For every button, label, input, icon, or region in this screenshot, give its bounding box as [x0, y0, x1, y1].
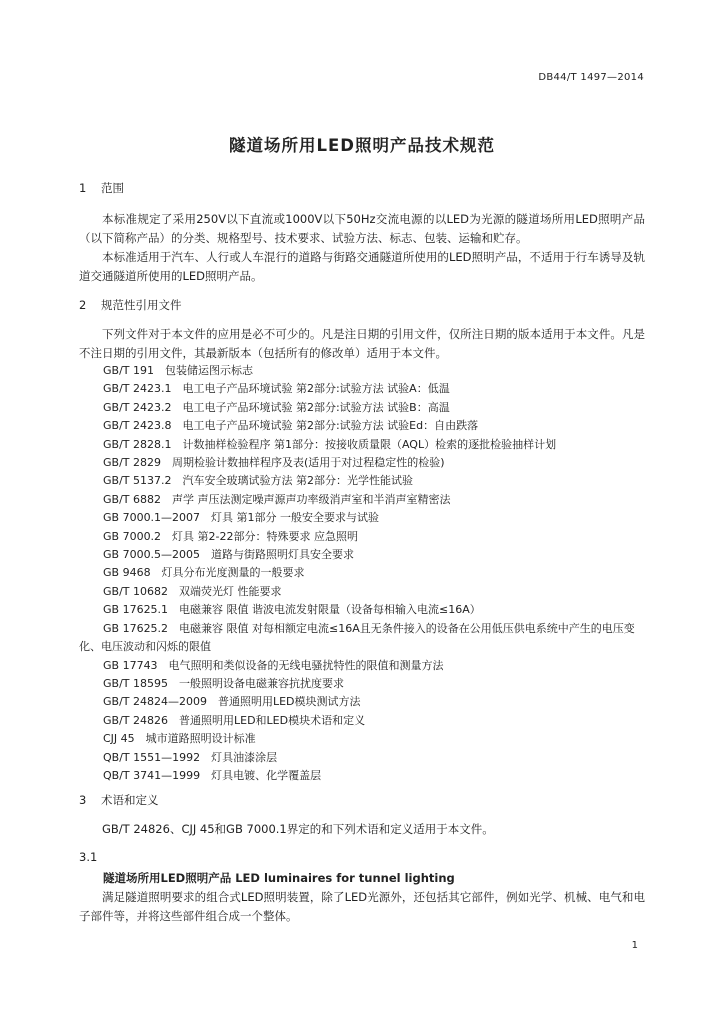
section-1-heading: [79, 180, 124, 196]
reference-item: [79, 472, 645, 490]
reference-text: GB/T 2828.1 计数抽样检验程序 第1部分：按接收质量限（AQL）检索的逐批检验抽样计划: [103, 437, 557, 451]
reference-text: GB 7000.1—2007 灯具 第1部分 一般安全要求与试验: [103, 511, 380, 525]
reference-text: GB 7000.5—2005 道路与街路照明灯具安全要求: [103, 548, 355, 562]
reference-item: [79, 436, 645, 454]
reference-text: GB/T 6882 声学 声压法测定噪声源声功率级消声室和半消声室精密法: [103, 492, 451, 506]
section-2-heading: [79, 297, 182, 313]
page-number: 1: [631, 940, 638, 951]
reference-item: [79, 583, 645, 601]
reference-item: [79, 767, 645, 785]
reference-item: [79, 399, 645, 417]
standard-code: DB44/T 1497—2014: [538, 72, 644, 83]
reference-item: [79, 657, 645, 675]
term-number: 3.1: [79, 850, 98, 864]
scope-paragraph-1: 本标准规定了采用250V以下直流或1000V以下50Hz交流电源的以LED为光源的隧道场所用LED照明产品（以下简称产品）的分类、规格型号、技术要求、试验方法、标志、包装、运输和贮存。: [79, 212, 645, 245]
reference-item: [79, 564, 645, 582]
reference-text: GB 7000.2 灯具 第2-22部分：特殊要求 应急照明: [103, 529, 359, 543]
scope-paragraph-2: 本标准适用于汽车、人行或人车混行的道路与街路交通隧道所使用的LED照明产品，不适用于行车诱导及轨道交通隧道所使用的LED照明产品。: [79, 250, 645, 283]
reference-text: GB/T 2829 周期检验计数抽样程序及表(适用于对过程稳定性的检验): [103, 456, 445, 470]
reference-text: GB/T 2423.1 电工电子产品环境试验 第2部分:试验方法 试验A：低温: [103, 382, 450, 396]
reference-text: GB/T 5137.2 汽车安全玻璃试验方法 第2部分：光学性能试验: [103, 474, 413, 488]
reference-item: [79, 601, 645, 619]
reference-item: [79, 749, 645, 767]
reference-item: [79, 712, 645, 730]
reference-text: GB/T 18595 一般照明设备电磁兼容抗扰度要求: [103, 676, 344, 690]
document-title: 隧道场所用LED照明产品技术规范: [229, 136, 495, 155]
reference-text: GB 17625.1 电磁兼容 限值 谐波电流发射限量（设备每相输入电流≤16A）: [103, 603, 481, 617]
section-number: 3: [79, 793, 87, 807]
references-intro: 下列文件对于本文件的应用是必不可少的。凡是注日期的引用文件，仅所注日期的版本适用于本文件。凡是不注日期的引用文件，其最新版本（包括所有的修改单）适用于本文件。: [79, 327, 645, 360]
section-number: 1: [79, 181, 87, 195]
reference-item: [79, 620, 645, 657]
reference-item: [79, 454, 645, 472]
reference-text: QB/T 1551—1992 灯具油漆涂层: [103, 750, 278, 764]
reference-item: [79, 380, 645, 398]
term-title: 隧道场所用LED照明产品 LED luminaires for tunnel lighting: [103, 871, 455, 885]
reference-item: [79, 509, 645, 527]
reference-text: GB/T 2423.2 电工电子产品环境试验 第2部分:试验方法 试验B：高温: [103, 400, 450, 414]
reference-text: QB/T 3741—1999 灯具电镀、化学覆盖层: [103, 768, 322, 782]
section-title: 术语和定义: [101, 793, 159, 807]
reference-item: [79, 693, 645, 711]
reference-item: [79, 675, 645, 693]
reference-text: GB 17743 电气照明和类似设备的无线电骚扰特性的限值和测量方法: [103, 658, 444, 672]
term-definition: 满足隧道照明要求的组合式LED照明装置，除了LED光源外，还包括其它部件，例如光学、机械、电气和电子部件等，并将这些部件组合成一个整体。: [79, 890, 645, 923]
reference-item: [79, 730, 645, 748]
reference-item: [79, 491, 645, 509]
reference-list: [79, 362, 645, 785]
reference-item: [79, 528, 645, 546]
reference-text: CJJ 45 城市道路照明设计标准: [103, 732, 256, 746]
reference-text: GB/T 2423.8 电工电子产品环境试验 第2部分:试验方法 试验Ed：自由跌落: [103, 419, 479, 433]
reference-item: [79, 546, 645, 564]
reference-item: [79, 362, 645, 380]
reference-text: GB/T 24826 普通照明用LED和LED模块术语和定义: [103, 713, 366, 727]
reference-text: GB 9468 灯具分布光度测量的一般要求: [103, 566, 305, 580]
terms-intro: GB/T 24826、CJJ 45和GB 7000.1界定的和下列术语和定义适用于本文件。: [102, 822, 494, 836]
section-title: 范围: [101, 181, 124, 195]
reference-item: [79, 417, 645, 435]
section-number: 2: [79, 298, 87, 312]
reference-text: GB/T 10682 双端荧光灯 性能要求: [103, 584, 282, 598]
section-title: 规范性引用文件: [101, 298, 182, 312]
reference-text: GB/T 24824—2009 普通照明用LED模块测试方法: [103, 695, 361, 709]
reference-text: GB 17625.2 电磁兼容 限值 对每相额定电流≤16A且无条件接入的设备在公用低压供电系统中产生的电压变化、电压波动和闪烁的限值: [79, 621, 635, 654]
reference-text: GB/T 191 包装储运图示标志: [103, 364, 253, 377]
section-3-heading: [79, 792, 159, 808]
